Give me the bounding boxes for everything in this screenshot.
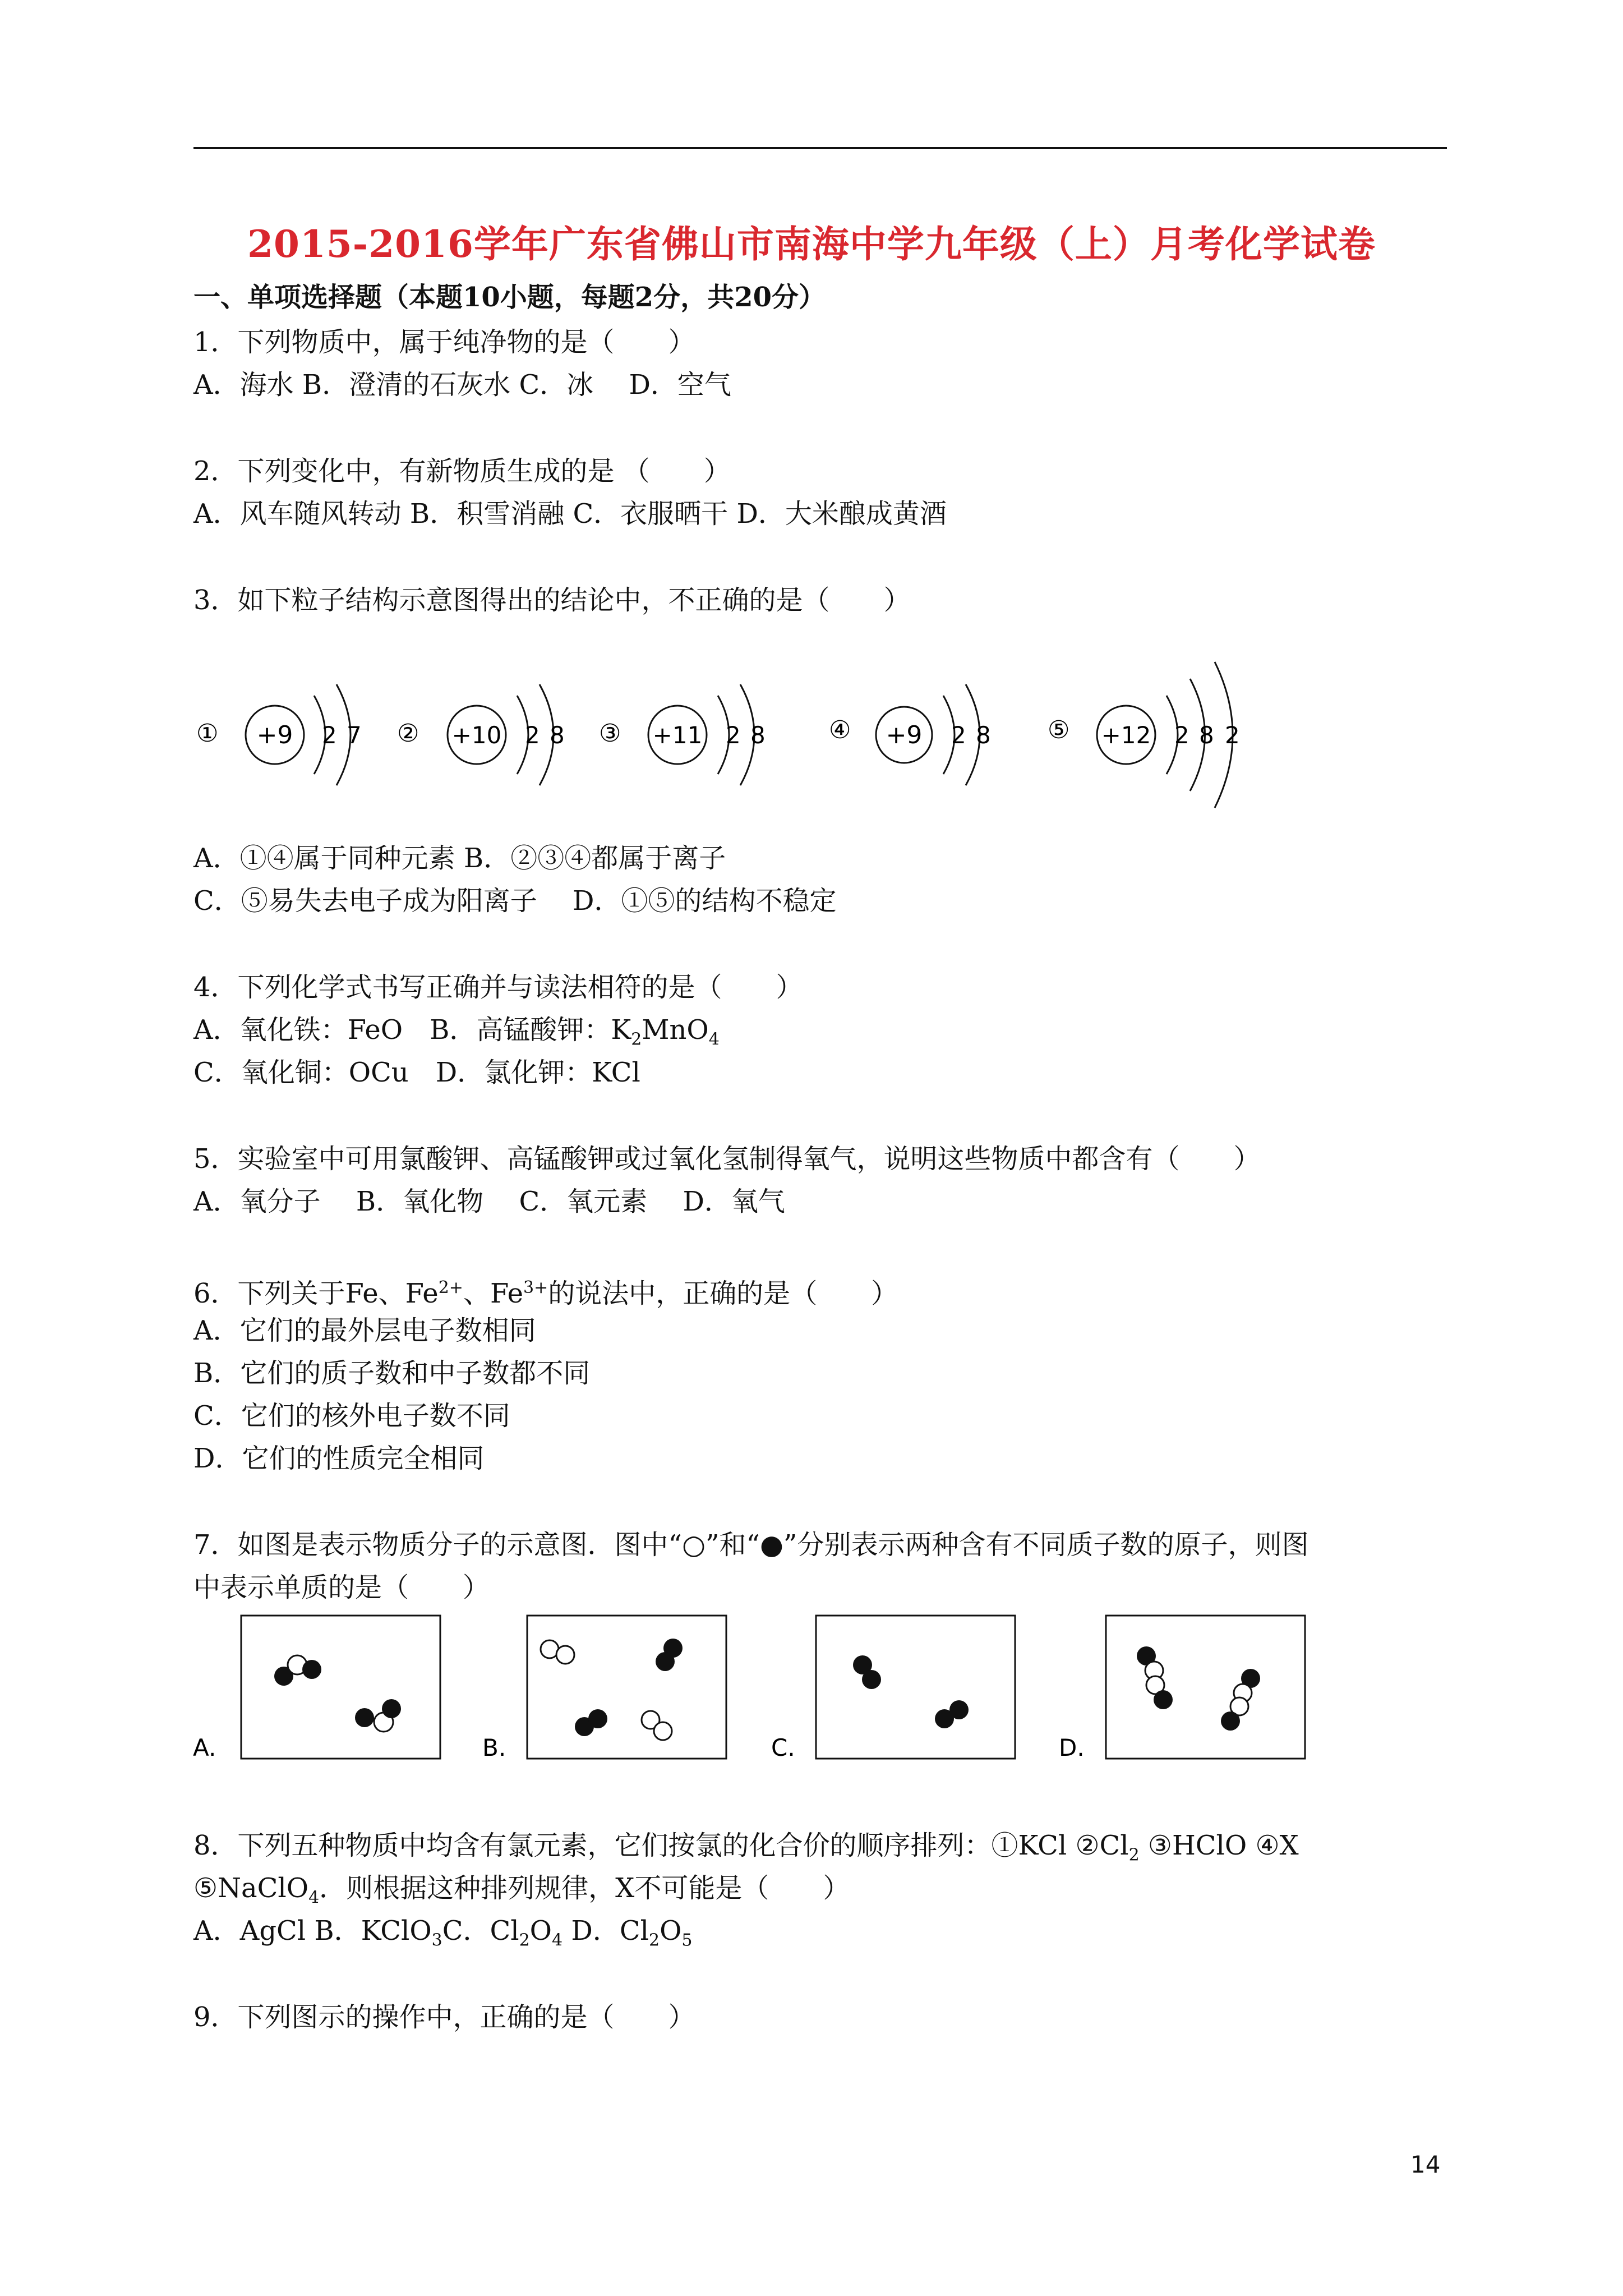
q4-options-cd: C．氧化铜：OCu D．氯化钾：KCl — [193, 1057, 640, 1088]
q3-options-line2: C．⑤易失去电子成为阳离子 D．①⑤的结构不稳定 — [193, 885, 837, 917]
filled-atom — [355, 1708, 374, 1727]
molecule-box-b — [527, 1616, 726, 1759]
filled-atom — [382, 1699, 401, 1718]
nucleus-charge: +9 — [256, 721, 293, 749]
q6-stem — [193, 1271, 898, 1310]
q8-text: ③HClO ④X — [1139, 1830, 1299, 1861]
box-label: C. — [771, 1734, 795, 1761]
q3-options-line1: A．①④属于同种元素 B．②③④都属于离子 — [193, 843, 726, 874]
q8-text: ．则根据这种排列规律，X不可能是（ ） — [319, 1872, 850, 1904]
header-rule — [193, 147, 1447, 149]
atom-diagram-1 — [196, 684, 362, 785]
diagram-label: ④ — [829, 716, 851, 744]
shell-electrons: 2 — [322, 721, 337, 749]
shell-electrons: 2 — [951, 721, 966, 749]
molecule-box-a — [241, 1616, 440, 1759]
q6-stem-part: 、Fe — [463, 1278, 524, 1309]
q8-stem-line2 — [193, 1871, 850, 1915]
hollow-atom — [654, 1722, 672, 1740]
q4-formula-sub: 4 — [708, 1029, 720, 1050]
nucleus-charge: +9 — [886, 721, 923, 749]
shell-electrons: 2 — [525, 721, 540, 749]
shell-electrons: 2 — [726, 721, 741, 749]
shell-electrons: 2 — [1174, 721, 1189, 749]
hollow-atom — [556, 1646, 574, 1664]
q8-option: O — [660, 1915, 682, 1947]
shell-electrons: 8 — [976, 721, 991, 749]
shell-electrons: 2 — [1225, 721, 1240, 749]
q8-text: 8．下列五种物质中均含有氯元素，它们按氯的化合价的顺序排列：①KCl ②Cl — [193, 1830, 1129, 1861]
subscript: 2 — [519, 1930, 530, 1950]
q8-option: C．Cl — [442, 1915, 519, 1947]
filled-atom — [862, 1670, 881, 1689]
q5-stem: 5．实验室中可用氯酸钾、高锰酸钾或过氧化氢制得氧气，说明这些物质中都含有（ ） — [193, 1143, 1261, 1175]
q6-stem-part: 的说法中，正确的是（ ） — [548, 1278, 898, 1309]
molecule-diagrams — [185, 1610, 1335, 1778]
box-label: D. — [1059, 1734, 1085, 1761]
page-title: 2015-2016学年广东省佛山市南海中学九年级（上）月考化学试卷 — [247, 222, 1376, 266]
q1-options: A．海水 B．澄清的石灰水 C．冰 D．空气 — [193, 369, 731, 401]
shell-electrons: 8 — [550, 721, 565, 749]
charge-superscript: 3+ — [523, 1278, 548, 1297]
section-heading: 一、单项选择题（本题10小题，每题2分，共20分） — [193, 282, 826, 313]
diagram-label: ② — [397, 719, 419, 748]
shell-electrons: 7 — [347, 721, 362, 749]
shell-electrons: 8 — [1199, 721, 1214, 749]
q4-option-a: A．氧化铁：FeO B．高锰酸钾： — [193, 1014, 611, 1046]
q6-option-b: B．它们的质子数和中子数都不同 — [193, 1358, 591, 1389]
diagram-label: ⑤ — [1048, 716, 1070, 744]
q7-stem-line2: 中表示单质的是（ ） — [193, 1572, 490, 1603]
q1-stem: 1．下列物质中，属于纯净物的是（ ） — [193, 326, 695, 358]
charge-superscript: 2+ — [438, 1278, 463, 1297]
q4-stem: 4．下列化学式书写正确并与读法相符的是（ ） — [193, 972, 803, 1003]
q8-options — [193, 1914, 693, 1958]
diagram-label: ③ — [599, 719, 621, 748]
diagram-label: ① — [196, 719, 219, 748]
nucleus-charge: +11 — [652, 721, 703, 749]
q5-options: A．氧分子 B．氧化物 C．氧元素 D．氧气 — [193, 1186, 785, 1217]
shell-electrons: 8 — [750, 721, 766, 749]
q4-options-ab — [193, 1013, 720, 1057]
filled-atom — [588, 1709, 607, 1728]
nucleus-charge: +10 — [451, 721, 502, 749]
q2-stem: 2．下列变化中，有新物质生成的是 （ ） — [193, 455, 731, 487]
q8-option: A．AgCl B．KClO — [193, 1915, 432, 1947]
q8-stem-line1 — [193, 1829, 1299, 1872]
q7-stem-line1: 7．如图是表示物质分子的示意图．图中“○”和“●”分别表示两种含有不同质子数的原子，则图 — [193, 1529, 1309, 1561]
subscript: 5 — [681, 1930, 693, 1950]
q6-option-d: D．它们的性质完全相同 — [193, 1443, 485, 1474]
filled-atom — [656, 1652, 675, 1671]
molecule-box-d — [1106, 1616, 1305, 1759]
subscript: 4 — [308, 1888, 320, 1908]
filled-atom — [1221, 1711, 1240, 1731]
q8-text: ⑤NaClO — [193, 1872, 309, 1904]
subscript: 2 — [1128, 1845, 1140, 1865]
box-label: A. — [193, 1734, 216, 1761]
q4-formula-sub: 2 — [631, 1029, 642, 1050]
q4-formula-k: K — [611, 1014, 631, 1046]
q8-option: O — [529, 1915, 552, 1947]
molecule-box-c — [816, 1616, 1015, 1759]
subscript: 2 — [648, 1930, 660, 1950]
subscript: 3 — [431, 1930, 442, 1950]
q8-option: D．Cl — [571, 1915, 649, 1947]
q3-stem: 3．如下粒子结构示意图得出的结论中，不正确的是（ ） — [193, 585, 911, 616]
q9-stem: 9．下列图示的操作中，正确的是（ ） — [193, 2001, 695, 2033]
filled-atom — [949, 1700, 969, 1719]
atom-diagram-3 — [599, 684, 766, 785]
subscript: 4 — [552, 1930, 563, 1950]
atom-structure-diagrams — [185, 634, 1262, 825]
filled-atom — [302, 1660, 321, 1679]
q2-options: A．风车随风转动 B．积雪消融 C．衣服晒干 D．大米酿成黄酒 — [193, 498, 947, 530]
q6-stem-part: 6．下列关于Fe、Fe — [193, 1278, 439, 1309]
atom-diagram-4 — [829, 684, 991, 785]
atom-diagram-5 — [1048, 662, 1240, 808]
q4-formula-mno: MnO — [642, 1014, 709, 1046]
q6-option-a: A．它们的最外层电子数相同 — [193, 1315, 536, 1346]
nucleus-charge: +12 — [1101, 721, 1151, 749]
filled-atom — [1154, 1690, 1173, 1709]
page-number: 14 — [1410, 2151, 1441, 2178]
box-label: B. — [482, 1734, 506, 1761]
atom-diagram-2 — [397, 684, 565, 785]
q6-option-c: C．它们的核外电子数不同 — [193, 1400, 510, 1432]
